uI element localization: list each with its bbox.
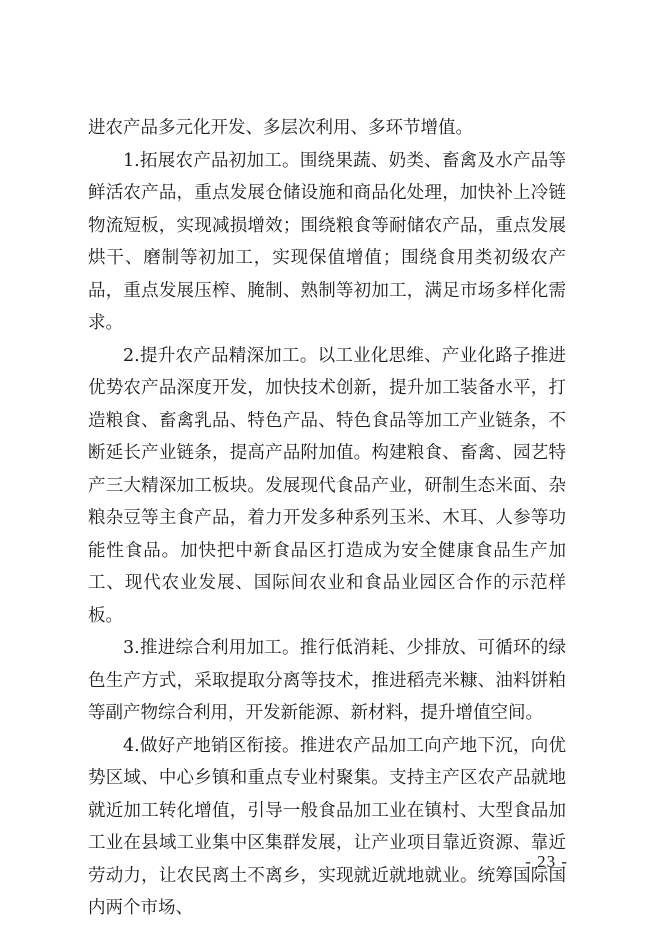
paragraph-production-sales-link: 4.做好产地销区衔接。推进农产品加工向产地下沉，向优势区域、中心乡镇和重点专业村聚集。支持主产区农产品就地就近加工转化增值，引导一般食品加工业在镇村、大型食品加工业在县域工业集中区集群发展，让产业项目靠近资源、靠近劳动力，让农民离土不离乡，实现就近就地就业。统筹国际国内两个市场、 — [88, 735, 566, 918]
body-text — [88, 112, 566, 925]
page-number: - 23 - — [525, 852, 568, 871]
paragraph-continuation: 进农产品多元化开发、多层次利用、多环节增值。 — [88, 118, 473, 138]
paragraph-primary-processing: 1.拓展农产品初加工。围绕果蔬、奶类、畜禽及水产品等鲜活农产品，重点发展仓储设施和商品化处理，加快补上冷链物流短板，实现减损增效；围绕粮食等耐储农产品，重点发展烘干、磨制等初加工，实现保值增值；围绕食用类初级农产品，重点发展压榨、腌制、熟制等初加工，满足市场多样化需求。 — [88, 150, 566, 333]
paragraph-comprehensive-utilization: 3.推进综合利用加工。推行低消耗、少排放、可循环的绿色生产方式，采取提取分离等技术，推进稻壳米糠、油料饼粕等副产物综合利用，开发新能源、新材料，提升增值空间。 — [88, 638, 566, 723]
paragraph-deep-processing: 2.提升农产品精深加工。以工业化思维、产业化路子推进优势农产品深度开发，加快技术创新，提升加工装备水平，打造粮食、畜禽乳品、特色产品、特色食品等加工产业链条，不断延长产业链条，提高产品附加值。构建粮食、畜禽、园艺特产三大精深加工板块。发展现代食品产业，研制生态米面、杂粮杂豆等主食产品，着力开发多种系列玉米、木耳、人参等功能性食品。加快把中新食品区打造成为安全健康食品生产加工、现代农业发展、国际间农业和食品业园区合作的示范样板。 — [88, 345, 566, 626]
